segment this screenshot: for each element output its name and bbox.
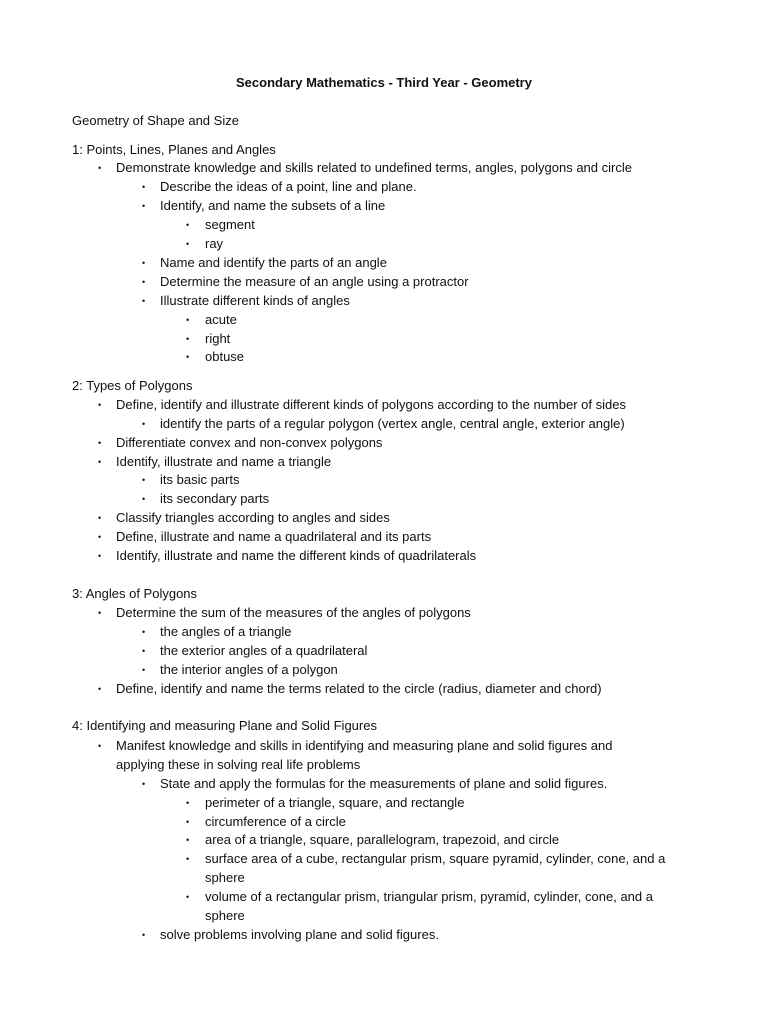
list-item-text: the exterior angles of a quadrilateral <box>160 643 368 658</box>
bullet-icon: • <box>98 400 102 410</box>
bullet-icon: • <box>142 779 146 789</box>
bullet-icon: • <box>98 457 102 467</box>
list-item-text: Identify, and name the subsets of a line <box>160 198 386 213</box>
bullet-icon: • <box>142 665 146 675</box>
bullet-icon: • <box>98 684 102 694</box>
list-item-text: segment <box>205 217 255 232</box>
bullet-icon: • <box>142 646 146 656</box>
list-item-text: Define, illustrate and name a quadrilateral and its parts <box>116 529 432 544</box>
list-item <box>142 642 368 661</box>
list-item <box>186 311 237 330</box>
list-item-continuation <box>116 756 360 775</box>
list-item <box>98 604 471 623</box>
list-item <box>186 888 653 907</box>
list-item <box>98 434 383 453</box>
list-item-text: obtuse <box>205 349 245 364</box>
bullet-icon: • <box>142 296 146 306</box>
section-heading: 3: Angles of Polygons <box>72 586 198 601</box>
bullet-icon: • <box>186 352 190 362</box>
list-item <box>142 490 270 509</box>
list-item <box>142 471 240 490</box>
list-item-text: ray <box>205 236 224 251</box>
list-item-text: Define, identify and name the terms related to the circle (radius, diameter and chord) <box>116 681 602 696</box>
list-item-text: its secondary parts <box>160 491 270 506</box>
list-item <box>98 547 477 566</box>
list-item <box>98 159 632 178</box>
bullet-icon: • <box>142 419 146 429</box>
bullet-icon: • <box>142 930 146 940</box>
list-item-text: State and apply the formulas for the measurements of plane and solid figures. <box>160 776 608 791</box>
list-item-text: Demonstrate knowledge and skills related to undefined terms, angles, polygons and circle <box>116 160 632 175</box>
bullet-icon: • <box>142 258 146 268</box>
bullet-icon: • <box>186 334 190 344</box>
section-heading: 4: Identifying and measuring Plane and Solid Figures <box>72 718 377 733</box>
list-item-text: acute <box>205 312 237 327</box>
list-item <box>142 926 439 945</box>
list-item-text: Name and identify the parts of an angle <box>160 255 387 270</box>
list-item <box>98 396 626 415</box>
list-item <box>186 850 666 869</box>
bullet-icon: • <box>186 817 190 827</box>
list-item <box>142 197 386 216</box>
list-item-text: identify the parts of a regular polygon (vertex angle, central angle, exterior angle) <box>160 416 625 431</box>
list-item-text: Determine the measure of an angle using a protractor <box>160 274 469 289</box>
section-heading: 2: Types of Polygons <box>72 378 193 393</box>
list-item <box>186 831 560 850</box>
list-item-text: Determine the sum of the measures of the angles of polygons <box>116 605 471 620</box>
list-item-text: surface area of a cube, rectangular prism, square pyramid, cylinder, cone, and a <box>205 851 666 866</box>
bullet-icon: • <box>186 854 190 864</box>
bullet-icon: • <box>98 608 102 618</box>
bullet-icon: • <box>98 741 102 751</box>
bullet-icon: • <box>186 315 190 325</box>
list-item-text: Differentiate convex and non-convex polygons <box>116 435 383 450</box>
list-item-text: Define, identify and illustrate different kinds of polygons according to the number of sides <box>116 397 626 412</box>
list-item-text: Identify, illustrate and name the different kinds of quadrilaterals <box>116 548 477 563</box>
bullet-icon: • <box>98 438 102 448</box>
list-item <box>186 235 224 254</box>
bullet-icon: • <box>142 182 146 192</box>
bullet-icon: • <box>142 201 146 211</box>
list-item-text: sphere <box>205 870 245 885</box>
list-item <box>142 273 469 292</box>
list-item <box>186 348 245 367</box>
list-item <box>142 415 625 434</box>
list-item-text: Illustrate different kinds of angles <box>160 293 350 308</box>
bullet-icon: • <box>186 220 190 230</box>
list-item <box>98 680 602 699</box>
bullet-icon: • <box>186 835 190 845</box>
list-item <box>98 453 332 472</box>
list-item-text: Identify, illustrate and name a triangle <box>116 454 332 469</box>
list-item <box>142 661 338 680</box>
list-item <box>98 737 613 756</box>
bullet-icon: • <box>98 513 102 523</box>
bullet-icon: • <box>142 475 146 485</box>
list-item-text: perimeter of a triangle, square, and rectangle <box>205 795 465 810</box>
list-item-text: Describe the ideas of a point, line and plane. <box>160 179 417 194</box>
list-item-text: volume of a rectangular prism, triangular prism, pyramid, cylinder, cone, and a <box>205 889 653 904</box>
bullet-icon: • <box>142 494 146 504</box>
list-item <box>186 813 346 832</box>
bullet-icon: • <box>98 532 102 542</box>
bullet-icon: • <box>142 627 146 637</box>
list-item-text: circumference of a circle <box>205 814 346 829</box>
list-item-text: area of a triangle, square, parallelogram, trapezoid, and circle <box>205 832 560 847</box>
list-item-text: applying these in solving real life problems <box>116 757 361 772</box>
list-item <box>142 254 387 273</box>
list-item <box>142 178 417 197</box>
list-item <box>142 775 608 794</box>
list-item <box>142 623 292 642</box>
list-item-text: solve problems involving plane and solid figures. <box>160 927 439 942</box>
list-item <box>142 292 350 311</box>
list-item-continuation <box>205 869 245 888</box>
list-item <box>98 509 390 528</box>
document-title: Secondary Mathematics - Third Year - Geometry <box>236 75 532 90</box>
bullet-icon: • <box>186 798 190 808</box>
section-heading: 1: Points, Lines, Planes and Angles <box>72 142 276 157</box>
list-item-text: the angles of a triangle <box>160 624 292 639</box>
list-item-text: sphere <box>205 908 245 923</box>
bullet-icon: • <box>186 892 190 902</box>
bullet-icon: • <box>186 239 190 249</box>
bullet-icon: • <box>142 277 146 287</box>
list-item-text: right <box>205 331 231 346</box>
list-item <box>186 794 465 813</box>
list-item <box>98 528 432 547</box>
list-item-text: Manifest knowledge and skills in identifying and measuring plane and solid figures and <box>116 738 613 753</box>
list-item <box>186 216 255 235</box>
list-item-text: Classify triangles according to angles and sides <box>116 510 390 525</box>
list-item-continuation <box>205 907 245 926</box>
list-item <box>186 330 231 349</box>
list-item-text: its basic parts <box>160 472 240 487</box>
bullet-icon: • <box>98 551 102 561</box>
list-item-text: the interior angles of a polygon <box>160 662 338 677</box>
document-subtitle: Geometry of Shape and Size <box>72 113 239 128</box>
bullet-icon: • <box>98 163 102 173</box>
